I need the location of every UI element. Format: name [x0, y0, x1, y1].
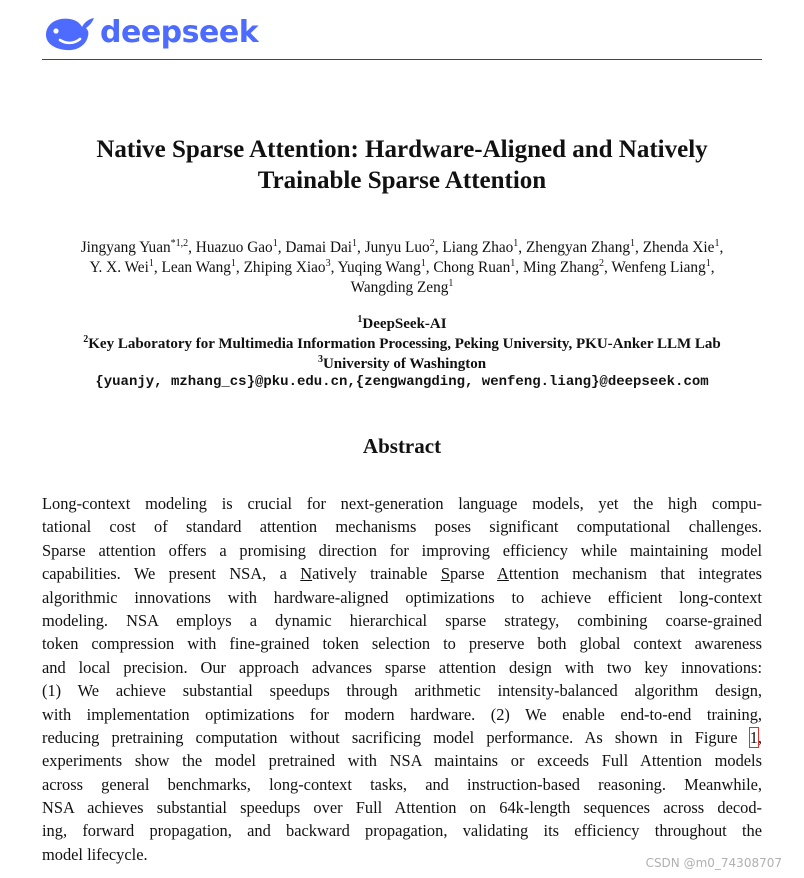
brand-name: deepseek — [100, 15, 259, 50]
header-divider — [42, 59, 762, 60]
paper-title — [42, 134, 762, 196]
author: Jingyang Yuan$^{*1,2}$ — [80, 237, 189, 256]
author-line: Y. X. Wei$^1$, Lean Wang$^1$, Zhiping Xiao$^3$, Yuqing Wang$^1$, Chong Ruan$^1$, Ming Zhang$^2$, Wenfeng Liang$^1$, — [89, 257, 715, 276]
affiliation: $^1$DeepSeek-AI — [357, 314, 447, 332]
author: Ming Zhang$^2$ — [522, 257, 605, 276]
abstract-line: experiments show the model pretrained with NSA maintains or exceeds Full Attention models — [42, 751, 762, 771]
author-line — [20, 278, 784, 298]
abstract-line: NSA achieves substantial speedups over Full Attention on 64k-length sequences across decod- — [42, 798, 762, 818]
author: Damai Dai$^1$ — [285, 237, 358, 256]
abstract-line: Long-context modeling is crucial for next-generation language models, yet the high compu- — [42, 494, 762, 513]
figure-link[interactable]: 1 — [749, 727, 758, 747]
abstract-line: ing, forward propagation, and backward propagation, validating its efficiency throughout the — [42, 821, 762, 841]
abstract-line: reducing pretraining computation without sacrificing model performance. As shown in Figure 1, — [42, 727, 762, 747]
author: Zhenda Xie$^1$ — [642, 237, 720, 256]
affiliation: $^2$Key Laboratory for Multimedia Information Processing, Peking University, PKU-Anker LLM Lab — [83, 334, 721, 352]
author: Y. X. Wei$^1$ — [89, 257, 154, 276]
author-list — [20, 238, 784, 298]
header — [42, 12, 258, 54]
author: Zhengyan Zhang$^1$ — [525, 237, 636, 256]
watermark: CSDN @m0_74308707 — [645, 856, 782, 870]
contact-emails: {yuanjy, mzhang_cs}@pku.edu.cn,{zengwangding, wenfeng.liang}@deepseek.com — [95, 374, 709, 390]
abstract-line: model lifecycle. — [42, 844, 148, 864]
author: Zhiping Xiao$^3$ — [243, 257, 331, 276]
abstract-line: (1) We achieve substantial speedups through arithmetic intensity-balanced algorithm design, — [42, 681, 762, 701]
author: Lean Wang$^1$ — [161, 257, 236, 276]
author: Chong Ruan$^1$ — [433, 257, 516, 276]
abstract-line: modeling. NSA employs a dynamic hierarchical sparse strategy, combining coarse-grained — [42, 610, 762, 630]
author: Huazuo Gao$^1$ — [195, 237, 278, 256]
author: Junyu Luo$^2$ — [364, 237, 435, 256]
abstract-line: algorithmic innovations with hardware-aligned optimizations to achieve efficient long-context — [42, 587, 762, 607]
abstract-line: tational cost of standard attention mechanisms poses significant computational challenges. — [42, 517, 762, 537]
author: Yuqing Wang$^1$ — [337, 257, 426, 276]
title-line: Trainable Sparse Attention — [257, 167, 547, 194]
abstract-body — [42, 492, 762, 866]
abstract-line: Sparse attention offers a promising direction for improving efficiency while maintaining model — [42, 540, 762, 560]
abstract-line: token compression with fine-grained token selection to preserve both global context awareness — [42, 634, 762, 654]
abstract-line: capabilities. We present NSA, a Natively trainable Sparse Attention mechanism that integrates — [42, 564, 762, 584]
abstract-heading: Abstract — [362, 434, 442, 458]
abstract-line: across general benchmarks, long-context tasks, and instruction-based reasoning. Meanwhile, — [42, 774, 762, 794]
author-line: Jingyang Yuan$^{*1,2}$, Huazuo Gao$^1$, Damai Dai$^1$, Junyu Luo$^2$, Liang Zhao$^1$, Zhengyan Zhang$^1$, Zhenda Xie$^1$, — [80, 237, 724, 256]
abstract-line: and local precision. Our approach advances sparse attention design with two key innovations: — [42, 657, 762, 677]
author: Liang Zhao$^1$ — [442, 237, 519, 256]
title-line: Native Sparse Attention: Hardware-Aligned and Natively — [96, 136, 708, 163]
abstract-line: with implementation optimizations for modern hardware. (2) We enable end-to-end training, — [42, 704, 762, 724]
author: Wangding Zeng$^1$ — [350, 277, 454, 296]
affiliations — [20, 314, 784, 374]
author: Wenfeng Liang$^1$ — [611, 257, 711, 276]
whale-icon — [42, 13, 98, 53]
affiliation: $^3$University of Washington — [317, 354, 487, 372]
